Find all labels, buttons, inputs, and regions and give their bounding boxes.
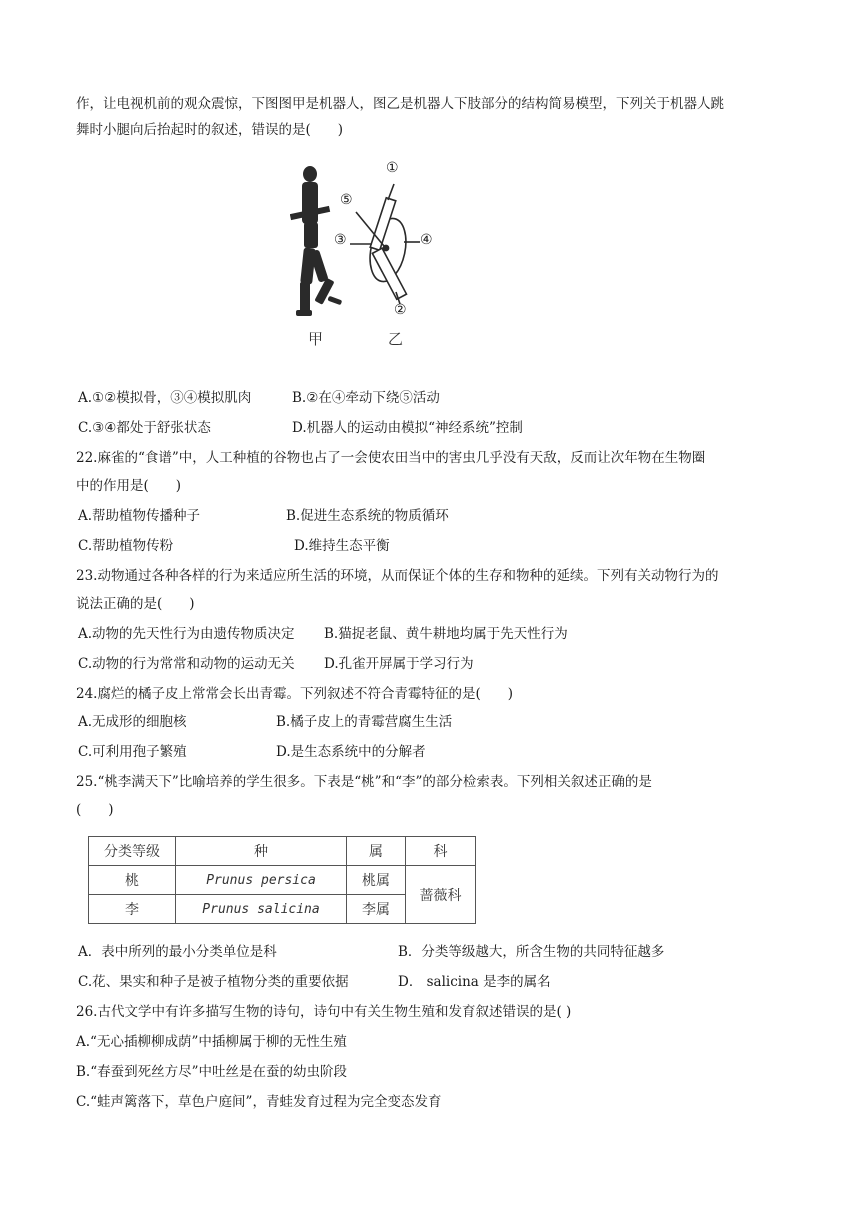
label-2: ② [394,302,407,318]
table-cell: 蔷薇科 [406,866,476,924]
table-cell: 李属 [347,895,406,924]
q25-stem-line1: 25.“桃李满天下”比喻培养的学生很多。下表是“桃”和“李”的部分检索表。下列相关叙述正确的是 [76,774,652,790]
table-header: 种 [176,837,347,866]
q21-option-b: B.②在④牵动下绕⑤活动 [292,390,440,406]
table-cell: 李 [89,895,176,924]
q25-option-b: B．分类等级越大，所含生物的共同特征越多 [398,944,665,960]
joint-model-diagram [350,184,420,304]
q23-stem-line1: 23.动物通过各种各样的行为来适应所生活的环境，从而保证个体的生存和物种的延续。下列有关动物行为的 [76,568,719,584]
q22-stem-line2: 中的作用是( ) [76,478,182,494]
q26-option-a: A.“无心插柳柳成荫”中插柳属于柳的无性生殖 [76,1034,347,1050]
q21-stem-line2: 舞时小腿向后抬起时的叙述，错误的是( ) [76,122,344,138]
q21-option-a: A.①②模拟骨，③④模拟肌肉 [78,390,252,406]
q23-option-d: D.孔雀开屏属于学习行为 [324,656,474,672]
label-3: ③ [334,232,347,248]
taxonomy-table [88,836,476,924]
q21-option-c: C.③④都处于舒张状态 [78,420,211,436]
q22-option-a: A.帮助植物传播种子 [78,508,201,524]
q25-stem-line2: ( ) [76,802,114,818]
table-header-row [89,837,476,866]
table-row [89,866,476,895]
q24-option-d: D.是生态系统中的分解者 [276,744,426,760]
q26-option-b: B.“春蚕到死丝方尽”中吐丝是在蚕的幼虫阶段 [76,1064,348,1080]
label-1: ① [386,160,399,176]
label-4: ④ [420,232,433,248]
table-header: 属 [347,837,406,866]
label-5: ⑤ [340,192,353,208]
q25-option-d: D． salicina 是李的属名 [398,974,551,990]
q24-option-b: B.橘子皮上的青霉营腐生生活 [276,714,453,730]
table-header: 分类等级 [89,837,176,866]
q22-option-b: B.促进生态系统的物质循环 [286,508,449,524]
figure-label-yi: 乙 [388,330,404,348]
q22-option-c: C.帮助植物传粉 [78,538,174,554]
q26-stem: 26.古代文学中有许多描写生物的诗句，诗句中有关生物生殖和发育叙述错误的是( ) [76,1004,572,1020]
table-cell: Prunus salicina [176,895,347,924]
figure-label-jia: 甲 [308,330,324,348]
q23-option-a: A.动物的先天性行为由遗传物质决定 [78,626,295,642]
table-header: 科 [406,837,476,866]
q22-stem-line1: 22.麻雀的“食谱”中，人工种植的谷物也占了一会使农田当中的害虫几乎没有天敌，反而让次年物在生物圈 [76,450,706,466]
q25-option-a: A．表中所列的最小分类单位是科 [78,944,277,960]
q23-option-b: B.猫捉老鼠、黄牛耕地均属于先天性行为 [324,626,568,642]
q24-option-c: C.可利用孢子繁殖 [78,744,187,760]
q23-option-c: C.动物的行为常常和动物的运动无关 [78,656,295,672]
q25-option-c: C.花、果实和种子是被子植物分类的重要依据 [78,974,349,990]
table-cell: 桃 [89,866,176,895]
q22-option-d: D.维持生态平衡 [294,538,390,554]
table-cell: Prunus persica [176,866,347,895]
q24-stem: 24.腐烂的橘子皮上常常会长出青霉。下列叙述不符合青霉特征的是( ) [76,686,514,702]
q23-stem-line2: 说法正确的是( ) [76,596,195,612]
q26-option-c: C.“蛙声篱落下，草色户庭间”，青蛙发育过程为完全变态发育 [76,1094,442,1110]
q24-option-a: A.无成形的细胞核 [78,714,187,730]
q21-option-d: D.机器人的运动由模拟“神经系统”控制 [292,420,523,436]
table-cell: 桃属 [347,866,406,895]
q21-figure [290,160,450,360]
q21-stem-line1: 作，让电视机前的观众震惊，下图图甲是机器人，图乙是机器人下肢部分的结构简易模型，下列关于机器人跳 [76,96,724,112]
